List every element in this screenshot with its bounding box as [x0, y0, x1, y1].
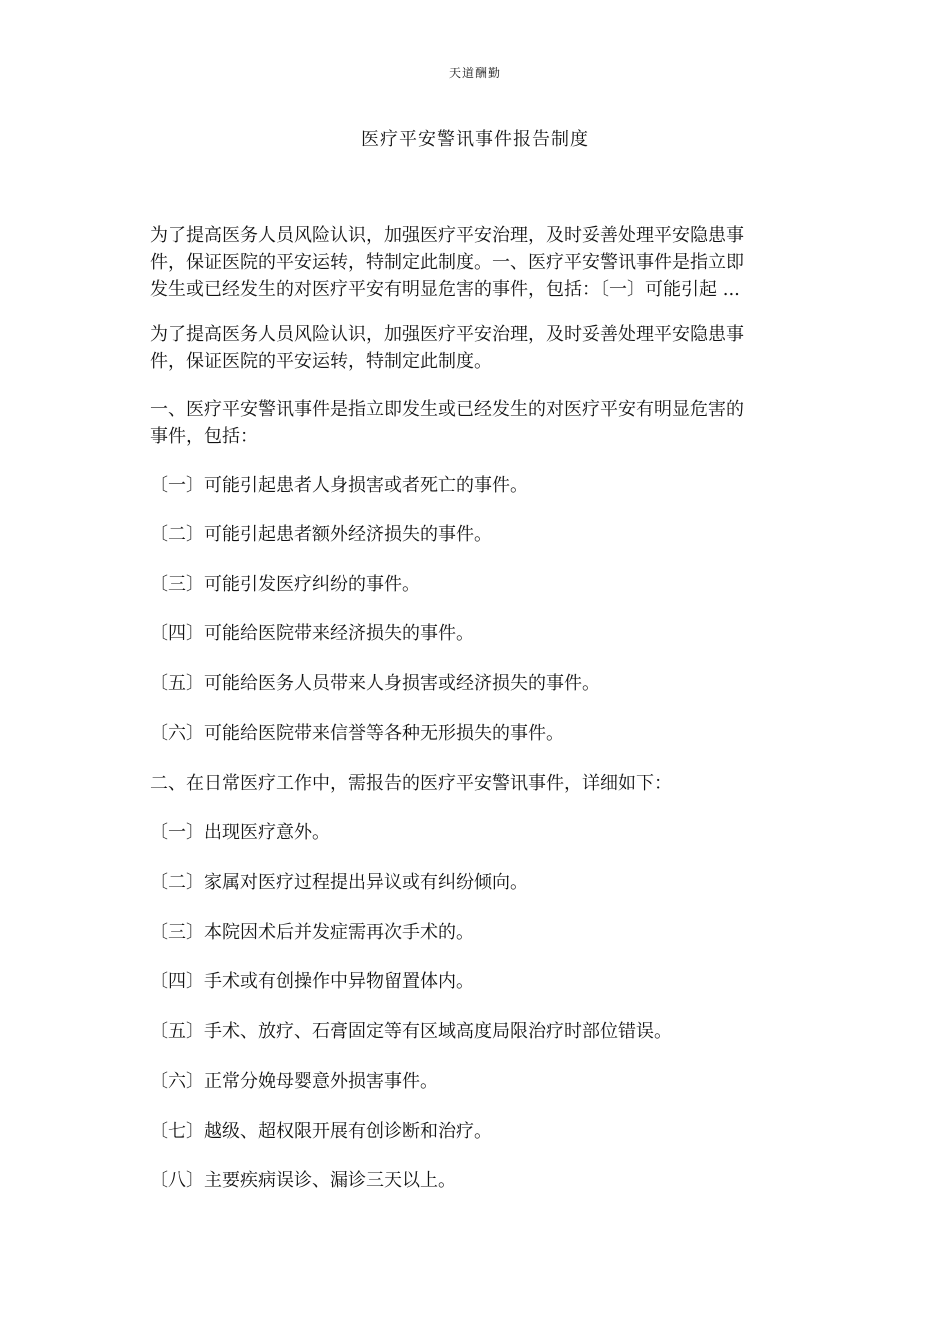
abstract-line: 件，保证医院的平安运转，特制定此制度。一、医疗平安警讯事件是指立即 [150, 252, 744, 273]
section1-line: 一、医疗平安警讯事件是指立即发生或已经发生的对医疗平安有明显危害的 [150, 399, 744, 420]
section1-item: 〔六〕可能给医院带来信誉等各种无形损失的事件。 [150, 723, 564, 744]
section2-item: 〔四〕手术或有创操作中异物留置体内。 [150, 971, 474, 992]
section2-item: 〔七〕越级、超权限开展有创诊断和治疗。 [150, 1121, 492, 1142]
section1-line: 事件，包括： [150, 426, 258, 447]
abstract-line: 为了提高医务人员风险认识，加强医疗平安治理，及时妥善处理平安隐患事 [150, 225, 744, 246]
section1-item: 〔二〕可能引起患者额外经济损失的事件。 [150, 524, 492, 545]
section2-item: 〔一〕出现医疗意外。 [150, 822, 330, 843]
section1-paragraph [150, 396, 810, 450]
section2-item: 〔二〕家属对医疗过程提出异议或有纠纷倾向。 [150, 872, 528, 893]
section1-item: 〔五〕可能给医务人员带来人身损害或经济损失的事件。 [150, 673, 600, 694]
abstract-paragraph [150, 222, 810, 303]
abstract-line: 发生或已经发生的对医疗平安有明显危害的事件，包括：〔一〕可能引起 ... [150, 279, 740, 300]
page-header-text: 天道酬勤 [448, 66, 501, 80]
section1-item: 〔三〕可能引发医疗纠纷的事件。 [150, 574, 420, 595]
section2-item: 〔五〕手术、放疗、石膏固定等有区域高度局限治疗时部位错误。 [150, 1021, 672, 1042]
intro-line: 件，保证医院的平安运转，特制定此制度。 [150, 351, 492, 372]
document-title: 医疗平安警讯事件报告制度 [361, 129, 589, 150]
intro-paragraph [150, 321, 810, 375]
section2-heading: 二、在日常医疗工作中，需报告的医疗平安警讯事件，详细如下： [150, 773, 672, 794]
section1-item: 〔一〕可能引起患者人身损害或者死亡的事件。 [150, 475, 528, 496]
section2-item: 〔三〕本院因术后并发症需再次手术的。 [150, 922, 474, 943]
section2-item: 〔六〕正常分娩母婴意外损害事件。 [150, 1071, 438, 1092]
intro-line: 为了提高医务人员风险认识，加强医疗平安治理，及时妥善处理平安隐患事 [150, 324, 744, 345]
section2-item: 〔八〕主要疾病误诊、漏诊三天以上。 [150, 1170, 456, 1191]
section1-item: 〔四〕可能给医院带来经济损失的事件。 [150, 623, 474, 644]
